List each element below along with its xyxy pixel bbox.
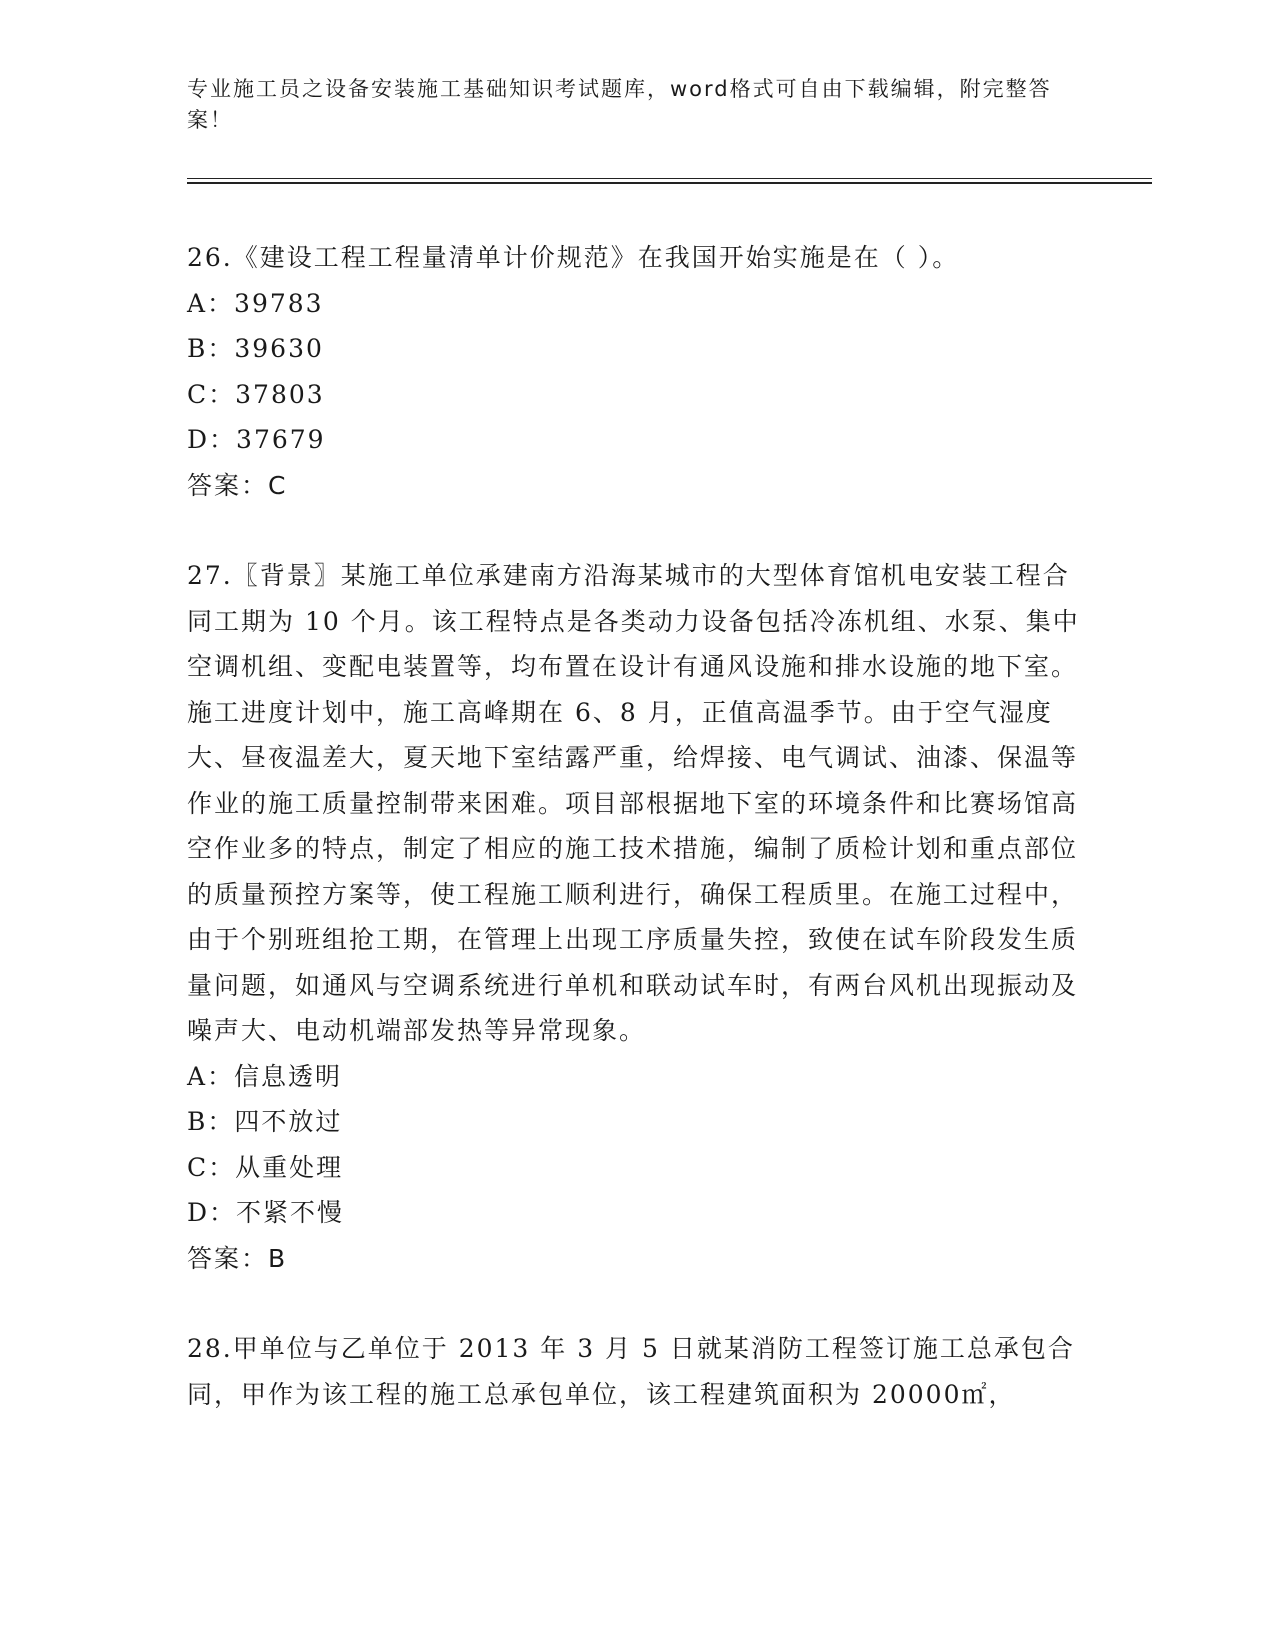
option-b: B：四不放过: [187, 1107, 343, 1136]
question-28: [187, 1326, 1087, 1417]
option-c: C：37803: [187, 379, 325, 409]
question-stem: 28.甲单位与乙单位于 2013 年 3 月 5 日就某消防工程签订施工总承包合同，甲作为该工程的施工总承包单位，该工程建筑面积为 20000㎡，: [187, 1334, 1075, 1409]
question-27: [187, 553, 1087, 1281]
question-stem: 26.《建设工程工程量清单计价规范》在我国开始实施是在（ ）。: [187, 243, 960, 272]
option-d: D：不紧不慢: [187, 1198, 345, 1227]
question-spacer: [187, 508, 1087, 553]
answer-label: 答案：C: [187, 470, 288, 500]
document-header: [187, 74, 1067, 136]
question-stem: 27.〖背景〗某施工单位承建南方沿海某城市的大型体育馆机电安装工程合同工期为 10 个月。该工程特点是各类动力设备包括冷冻机组、水泵、集中空调机组、变配电装置等，均布置在设计有通风设施和排水设施的地下室。施工进度计划中，施工高峰期在 6、8 月，正值高温季节。由于空气湿度大、昼夜温差大，夏天地下室结露严重，给焊接、电气调试、油漆、保温等作业的施工质量控制带来困难。项目部根据地下室的环境条件和比赛场馆高空作业多的特点，制定了相应的施工技术措施，编制了质检计划和重点部位的质量预控方案等，使工程施工顺利进行，确保工程质里。在施工过程中，由于个别班组抢工期，在管理上出现工序质量失控，致使在试车阶段发生质量问题，如通风与空调系统进行单机和联动试车时，有两台风机出现振动及噪声大、电动机端部发热等异常现象。: [187, 561, 1080, 1045]
option-d: D：37679: [187, 425, 326, 454]
answer-label: 答案：B: [187, 1243, 288, 1273]
question-26: [187, 235, 1087, 508]
header-divider-thin: [187, 178, 1152, 179]
option-c: C：从重处理: [187, 1152, 344, 1182]
header-title: 专业施工员之设备安装施工基础知识考试题库，word格式可自由下载编辑，附完整答案！: [187, 77, 1052, 132]
option-a: A：39783: [187, 288, 324, 318]
option-a: A：信息透明: [187, 1061, 343, 1091]
question-spacer: [187, 1281, 1087, 1326]
question-list: [187, 235, 1087, 1417]
header-divider-thick: [187, 182, 1152, 184]
option-b: B：39630: [187, 334, 324, 363]
